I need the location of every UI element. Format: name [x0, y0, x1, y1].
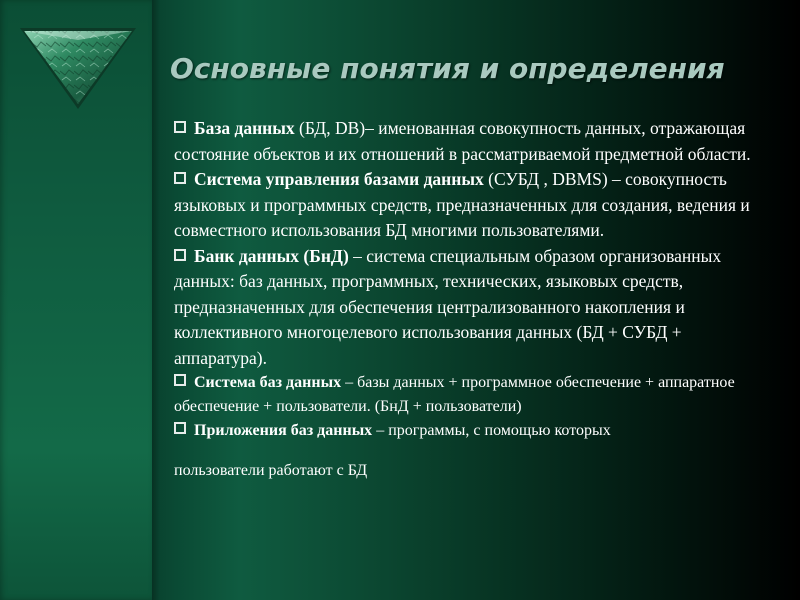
- definition-continuation: пользователи работают с БД: [174, 462, 368, 479]
- definition-item: [174, 371, 770, 419]
- definition-text: – базы данных + программное обеспечение + аппаратное обеспечение + пользователи. (БнД + пользователи): [174, 374, 735, 415]
- definition-text: (БД, DB): [294, 118, 366, 138]
- definition-term: База данных: [194, 118, 295, 138]
- definition-item: [174, 116, 770, 167]
- definition-text: – программы, с помощью которых: [372, 422, 611, 439]
- definition-item: [174, 419, 770, 443]
- definition-item: [174, 244, 770, 372]
- definition-text: – система специальным образом организованных данных: баз данных, программных, технических, языковых средств, предназначенных для обеспечения централизованного накопления и коллективного многоцелевого использования данных (БД + СУБД + аппаратура).: [174, 245, 722, 368]
- definition-term: Банк данных (БнД): [194, 245, 349, 266]
- definition-term: Система баз данных: [194, 374, 342, 391]
- definition-term: Приложения баз данных: [194, 422, 373, 439]
- spacer: [174, 443, 770, 459]
- definition-item: [174, 167, 770, 244]
- definition-text: – именованная совокупность данных, отражающая состояние объектов и их отношений в рассматриваемой предметной области.: [174, 118, 751, 164]
- page-title: Основные понятия и определения: [170, 52, 725, 85]
- definition-term: Система управления базами данных: [194, 169, 484, 189]
- definition-text: (СУБД , DBMS) – совокупность языковых и программных средств, предназначенных для создания, ведения и совместного использования БД многими пользователями.: [174, 169, 750, 240]
- checkbox-bullet-icon: [174, 422, 186, 434]
- marble-triangle-logo-icon: [18, 26, 138, 111]
- checkbox-bullet-icon: [174, 172, 186, 184]
- checkbox-bullet-icon: [174, 374, 186, 386]
- band-shadow: [152, 0, 160, 600]
- definitions-list: [174, 116, 770, 483]
- checkbox-bullet-icon: [174, 121, 186, 133]
- checkbox-bullet-icon: [174, 249, 186, 261]
